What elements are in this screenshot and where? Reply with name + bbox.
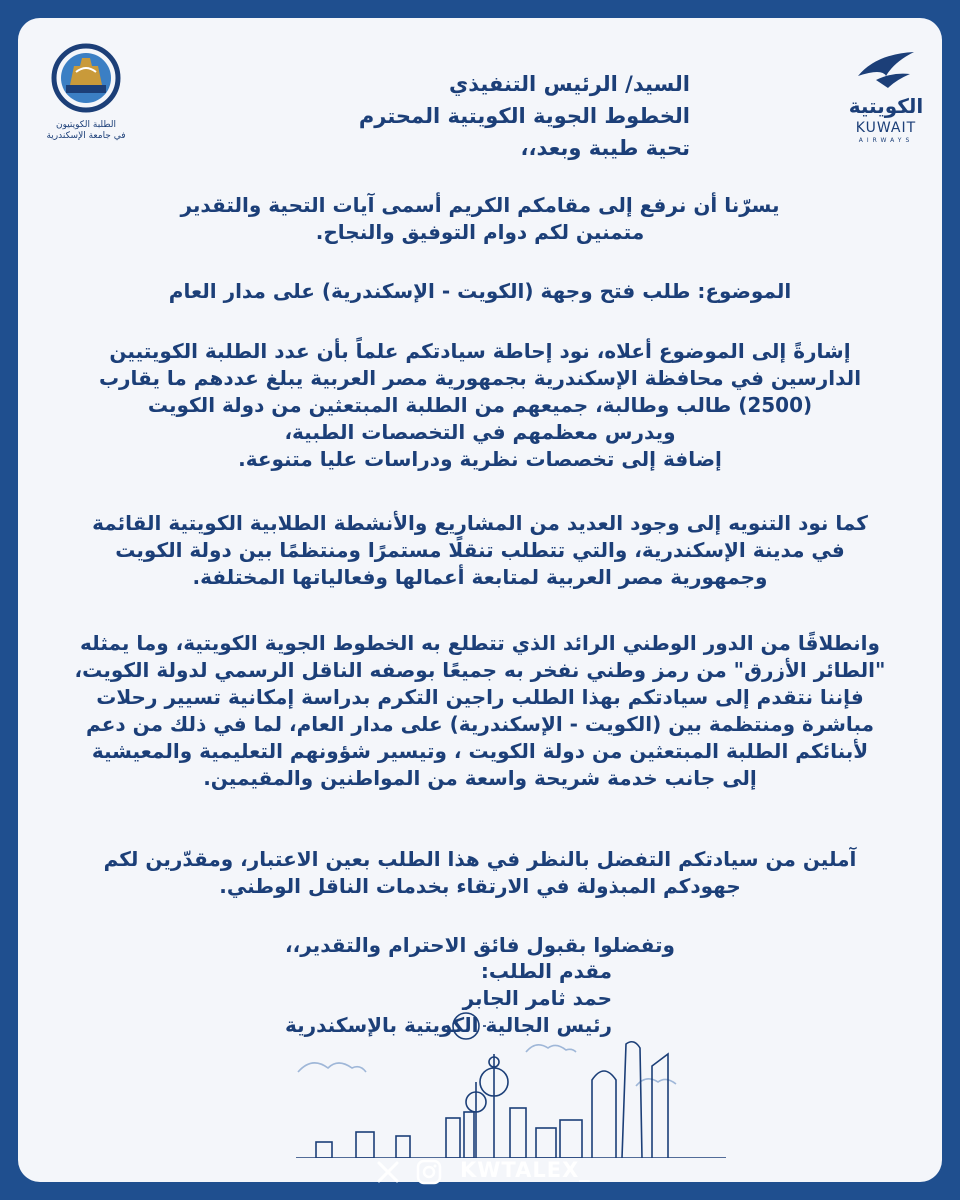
closing-line <box>38 932 922 959</box>
kuwait-airways-logo <box>836 46 936 144</box>
addressee-title: السيد/ الرئيس التنفيذي <box>448 72 690 96</box>
paragraph-line: وجمهورية مصر العربية لمتابعة أعمالها وفعالياتها المختلفة. <box>192 565 768 589</box>
paragraph-line: (2500) طالب وطالبة، جميعهم من الطلبة المبتعثين من دولة الكويت <box>147 393 813 417</box>
students-emblem-icon <box>40 40 132 116</box>
paragraph-line: جهودكم المبذولة في الارتقاء بخدمات الناقل الوطني. <box>219 874 741 898</box>
paragraph-line: وانطلاقًا من الدور الوطني الرائد الذي تتطلع به الخطوط الجوية الكويتية، وما يمثله <box>80 631 880 655</box>
paragraph-hope <box>38 846 922 900</box>
signature-name: حمد ثامر الجابر <box>462 986 612 1010</box>
airline-english-name: KUWAIT <box>855 120 917 136</box>
paragraph-line: في مدينة الإسكندرية، والتي تتطلب تنقلًا مستمرًا ومنتظمًا بين دولة الكويت <box>115 538 845 562</box>
paragraph-line: إضافة إلى تخصصات نظرية ودراسات عليا متنوعة. <box>238 447 722 471</box>
left-logo-caption-2: في جامعة الإسكندرية <box>46 131 126 141</box>
social-handle[interactable]: KWTALEX_ <box>460 1158 591 1182</box>
addressee-block <box>290 68 690 164</box>
paragraph-line: فإننا نتقدم إلى سيادتكم بهذا الطلب راجين التكرم بدراسة إمكانية تسيير رحلات <box>96 685 864 709</box>
footer <box>0 1152 960 1192</box>
paragraph-line: كما نود التنويه إلى وجود العديد من المشاريع والأنشطة الطلابية الكويتية القائمة <box>92 511 868 535</box>
paragraph-students <box>38 338 922 473</box>
paragraph-activities <box>38 510 922 591</box>
signature-title: رئيس الجالية الكويتية بالإسكندرية <box>284 1013 612 1037</box>
instagram-icon[interactable] <box>416 1159 442 1185</box>
addressee-org: الخطوط الجوية الكويتية المحترم <box>358 104 690 128</box>
closing-text: وتفضلوا بقبول فائق الاحترام والتقدير،، <box>285 933 675 957</box>
letter-card <box>18 18 942 1182</box>
paragraph-line: الدارسين في محافظة الإسكندرية بجمهورية مصر العربية يبلغ عددهم ما يقارب <box>98 366 862 390</box>
airline-arabic-name: الكويتية <box>848 94 924 118</box>
x-icon[interactable] <box>376 1160 400 1184</box>
paragraph-line: ويدرس معظمهم في التخصصات الطبية، <box>284 420 676 444</box>
blue-bird-icon <box>836 46 936 92</box>
paragraph-line: مباشرة ومنتظمة بين (الكويت - الإسكندرية) على مدار العام، لما في ذلك من دعم <box>86 712 874 736</box>
intro-line: يسرّنا أن نرفع إلى مقامكم الكريم أسمى آيات التحية والتقدير <box>180 193 780 217</box>
city-skyline-illustration <box>296 1008 726 1158</box>
intro-line: متمنين لكم دوام التوفيق والنجاح. <box>315 220 645 244</box>
paragraph-line: لأبنائكم الطلبة المبتعثين من دولة الكويت ، وتيسير شؤونهم التعليمية والمعيشية <box>91 739 869 763</box>
airline-subtitle: AIRWAYS <box>858 137 914 144</box>
left-logo-caption-1: الطلبة الكويتيون <box>55 120 117 130</box>
intro-paragraph <box>38 192 922 246</box>
greeting: تحية طيبة وبعد،، <box>520 136 690 160</box>
paragraph-line: آملين من سيادتكم التفضل بالنظر في هذا الطلب بعين الاعتبار، ومقدّرين لكم <box>103 847 857 871</box>
subject-line <box>38 278 922 305</box>
paragraph-request <box>38 630 922 792</box>
paragraph-line: إشارةً إلى الموضوع أعلاه، نود إحاطة سيادتكم علماً بأن عدد الطلبة الكويتيين <box>109 339 851 363</box>
signature-label: مقدم الطلب: <box>480 959 612 983</box>
kuwaiti-students-logo <box>40 40 132 140</box>
paragraph-line: إلى جانب خدمة شريحة واسعة من المواطنين والمقيمين. <box>203 766 757 790</box>
subject-text: الموضوع: طلب فتح وجهة (الكويت - الإسكندرية) على مدار العام <box>168 279 792 303</box>
paragraph-line: "الطائر الأزرق" من رمز وطني نفخر به جميعًا بوصفه الناقل الرسمي لدولة الكويت، <box>74 658 886 682</box>
